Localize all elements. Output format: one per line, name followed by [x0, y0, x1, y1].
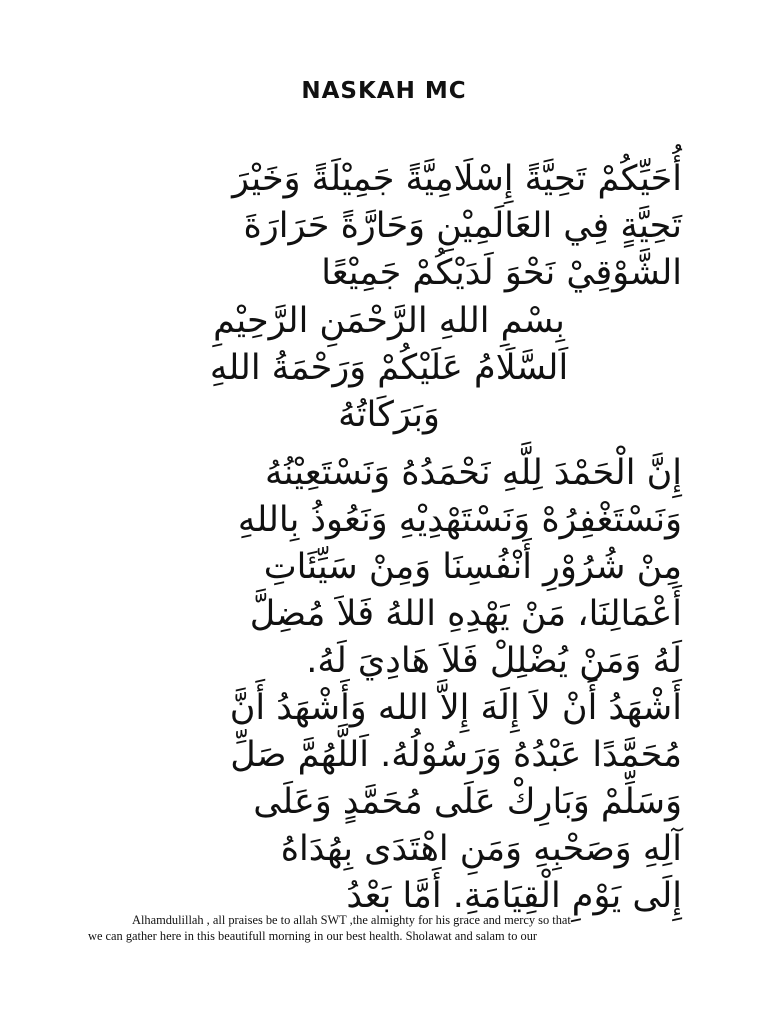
- document-title: NASKAH MC: [301, 78, 467, 104]
- basmala-salam-paragraph: [96, 298, 682, 439]
- translation-line: Alhamdulillah , all praises be to allah SWT ,the almighty for his grace and mercy so that: [132, 913, 571, 927]
- arabic-line: بِسْمِ اللهِ الرَّحْمَنِ الرَّحِيْمِ: [213, 301, 565, 341]
- arabic-line: تَحِيَّةٍ فِي العَالَمِيْنِ وَحَارَّةً حَرَارَةَ: [243, 206, 682, 246]
- arabic-line: وَبَرَكَاتُهُ: [338, 395, 440, 435]
- khutbah-opening-paragraph: [96, 450, 682, 920]
- arabic-line: مُحَمَّدًا عَبْدُهُ وَرَسُوْلُهُ. اَللَّهُمَّ صَلِّ: [230, 735, 682, 775]
- arabic-line: مِنْ شُرُوْرِ أَنْفُسِنَا وَمِنْ سَيِّئَاتِ: [263, 547, 682, 587]
- arabic-line: لَهُ وَمَنْ يُضْلِلْ فَلاَ هَادِيَ لَهُ.: [306, 641, 682, 681]
- english-translation: [88, 912, 680, 944]
- arabic-line: الشَّوْقِيْ نَحْوَ لَدَيْكُمْ جَمِيْعًا: [321, 253, 682, 293]
- arabic-line: وَنَسْتَغْفِرُهْ وَنَسْتَهْدِيْهِ وَنَعُوذُ بِاللهِ: [237, 500, 682, 540]
- arabic-line: أُحَيِّكُمْ تَحِيَّةً إِسْلَامِيَّةً جَمِيْلَةً وَخَيْرَ: [232, 159, 682, 199]
- arabic-line: وَسَلِّمْ وَبَارِكْ عَلَى مُحَمَّدٍ وَعَلَى: [253, 782, 682, 822]
- arabic-line: إِنَّ الْحَمْدَ لِلَّهِ نَحْمَدُهُ وَنَسْتَعِيْنُهُ: [264, 453, 682, 493]
- arabic-line: اَلسَّلَامُ عَلَيْكُمْ وَرَحْمَةُ اللهِ: [209, 348, 569, 388]
- arabic-line: آلِهِ وَصَحْبِهِ وَمَنِ اهْتَدَى بِهُدَاهُ: [280, 829, 682, 869]
- greeting-paragraph: [96, 156, 682, 297]
- arabic-line: أَشْهَدُ أَنْ لاَ إِلَهَ إِلاَّ الله وَأَشْهَدُ أَنَّ: [229, 688, 682, 728]
- translation-line: we can gather here in this beautifull morning in our best health. Sholawat and salam to our: [88, 929, 538, 943]
- arabic-line: أَعْمَالِنَا، مَنْ يَهْدِهِ اللهُ فَلاَ مُضِلَّ: [249, 594, 682, 634]
- arabic-line: إِلَى يَوْمِ الْقِيَامَةِ. أَمَّا بَعْدُ: [346, 876, 682, 916]
